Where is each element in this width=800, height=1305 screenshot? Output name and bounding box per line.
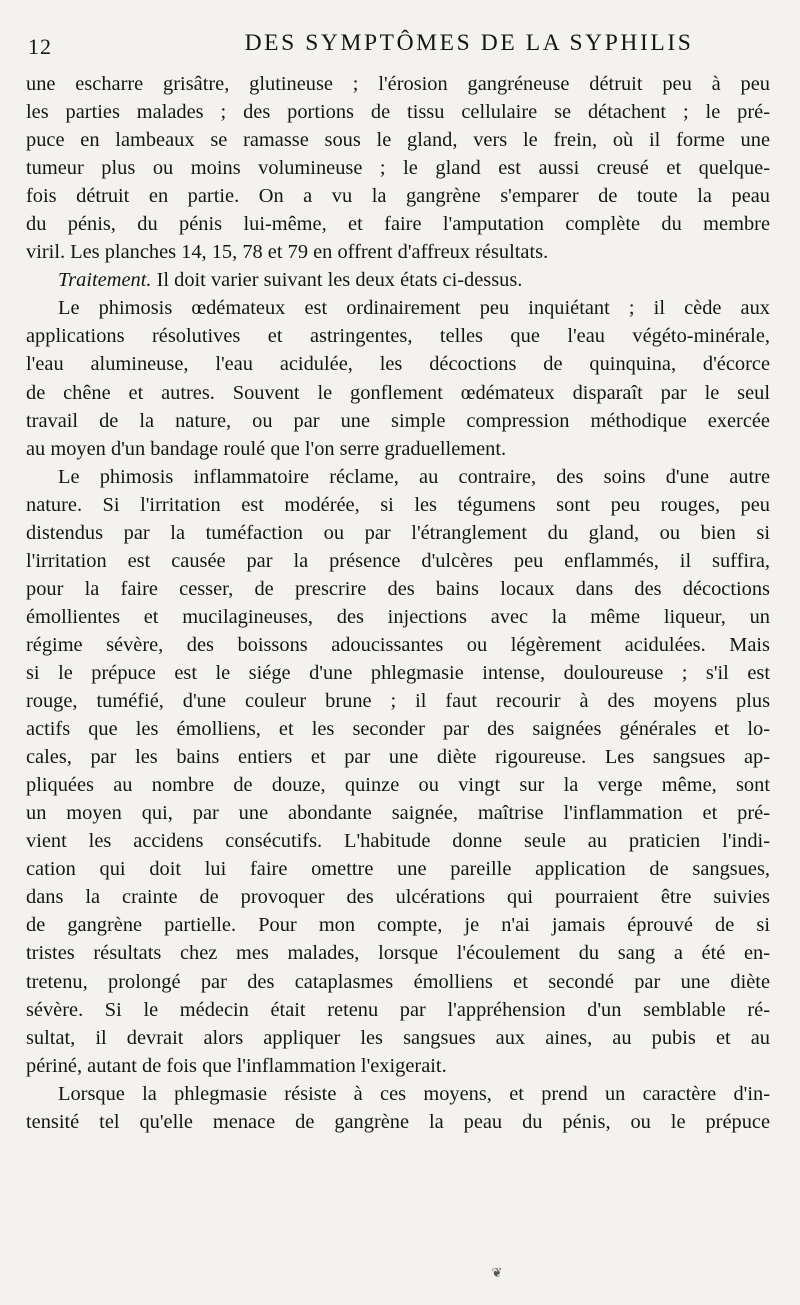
text-line: pliquées au nombre de douze, quinze ou vingt sur la verge même, sont xyxy=(26,774,770,797)
traitement-text: Il doit varier suivant les deux états ci-dessus. xyxy=(156,269,523,292)
text-line: l'eau alumineuse, l'eau acidulée, les décoctions de quinquina, d'écorce xyxy=(26,353,770,376)
body-text xyxy=(26,70,770,1136)
text-line: un moyen qui, par une abondante saignée, maîtrise l'inflammation et pré- xyxy=(26,802,770,825)
text-line: dans la crainte de provoquer des ulcérations qui pourraient être suivies xyxy=(26,886,770,909)
text-line: périné, autant de fois que l'inflammation l'exigerait. xyxy=(26,1054,447,1077)
text-line: rouge, tuméfié, d'une couleur brune ; il faut recourir à des moyens plus xyxy=(26,690,770,713)
text-line: si le prépuce est le siége d'une phlegmasie intense, douloureuse ; s'il est xyxy=(26,661,770,684)
text-line: puce en lambeaux se ramasse sous le gland, vers le frein, où il forme une xyxy=(26,129,770,152)
text-line: régime sévère, des boissons adoucissantes ou légèrement acidulées. Mais xyxy=(26,633,770,656)
text-line: émollientes et mucilagineuses, des injections avec la même liqueur, un xyxy=(26,605,770,628)
text-line: sultat, il devrait alors appliquer les sangsues aux aines, au pubis et au xyxy=(26,1026,770,1049)
text-line: Lorsque la phlegmasie résiste à ces moyens, et prend un caractère d'in- xyxy=(58,1082,770,1105)
text-line: Le phimosis inflammatoire réclame, au contraire, des soins d'une autre xyxy=(58,465,770,488)
text-line: fois détruit en partie. On a vu la gangrène s'emparer de toute la peau xyxy=(26,185,770,208)
text-line: viril. Les planches 14, 15, 78 et 79 en offrent d'affreux résultats. xyxy=(26,241,549,264)
traitement-line xyxy=(26,266,770,294)
text-line: de gangrène partielle. Pour mon compte, je n'ai jamais éprouvé de si xyxy=(26,914,770,937)
running-title: DES SYMPTÔMES DE LA SYPHILIS xyxy=(244,30,694,56)
text-line: actifs que les émolliens, et les seconder par des saignées générales et lo- xyxy=(26,718,770,741)
text-line: pour la faire cesser, de prescrire des bains locaux dans des décoctions xyxy=(26,577,770,600)
text-line: du pénis, du pénis lui-même, et faire l'amputation complète du membre xyxy=(26,213,770,236)
text-line: les parties malades ; des portions de tissu cellulaire se détachent ; le pré- xyxy=(26,101,770,124)
text-line: distendus par la tuméfaction ou par l'étranglement du gland, ou bien si xyxy=(26,521,770,544)
text-line: nature. Si l'irritation est modérée, si les tégumens sont peu rouges, peu xyxy=(26,493,770,516)
text-line: sévère. Si le médecin était retenu par l'appréhension d'un semblable ré- xyxy=(26,998,770,1021)
text-line: cation qui doit lui faire omettre une pareille application de sangsues, xyxy=(26,858,770,881)
text-line: vient les accidens consécutifs. L'habitude donne seule au praticien l'indi- xyxy=(26,830,770,853)
text-line: l'irritation est causée par la présence d'ulcères peu enflammés, il suffira, xyxy=(26,549,770,572)
text-line: une escharre grisâtre, glutineuse ; l'érosion gangréneuse détruit peu à peu xyxy=(26,73,770,95)
text-line: Le phimosis œdémateux est ordinairement peu inquiétant ; il cède aux xyxy=(58,297,770,320)
text-line: de chêne et autres. Souvent le gonflement œdémateux disparaît par le seul xyxy=(26,381,770,404)
traitement-label: Traitement. xyxy=(58,269,152,292)
text-line: tretenu, prolongé par des cataplasmes émolliens et secondé par une diète xyxy=(26,970,770,993)
page-number: 12 xyxy=(28,34,52,59)
page-header xyxy=(28,30,760,62)
printer-ornament-icon: ❦ xyxy=(491,1265,503,1280)
text-line: tristes résultats chez mes malades, lorsque l'écoulement du sang a été en- xyxy=(26,942,770,965)
text-line: applications résolutives et astringentes, telles que l'eau végéto-minérale, xyxy=(26,325,770,348)
text-line: cales, par les bains entiers et par une diète rigoureuse. Les sangsues ap- xyxy=(26,746,770,769)
text-line: tumeur plus ou moins volumineuse ; le gland est aussi creusé et quelque- xyxy=(26,157,770,180)
text-line: travail de la nature, ou par une simple compression méthodique exercée xyxy=(26,409,770,432)
text-line: tensité tel qu'elle menace de gangrène la peau du pénis, ou le prépuce xyxy=(26,1110,770,1133)
text-line: au moyen d'un bandage roulé que l'on serre graduellement. xyxy=(26,437,507,460)
